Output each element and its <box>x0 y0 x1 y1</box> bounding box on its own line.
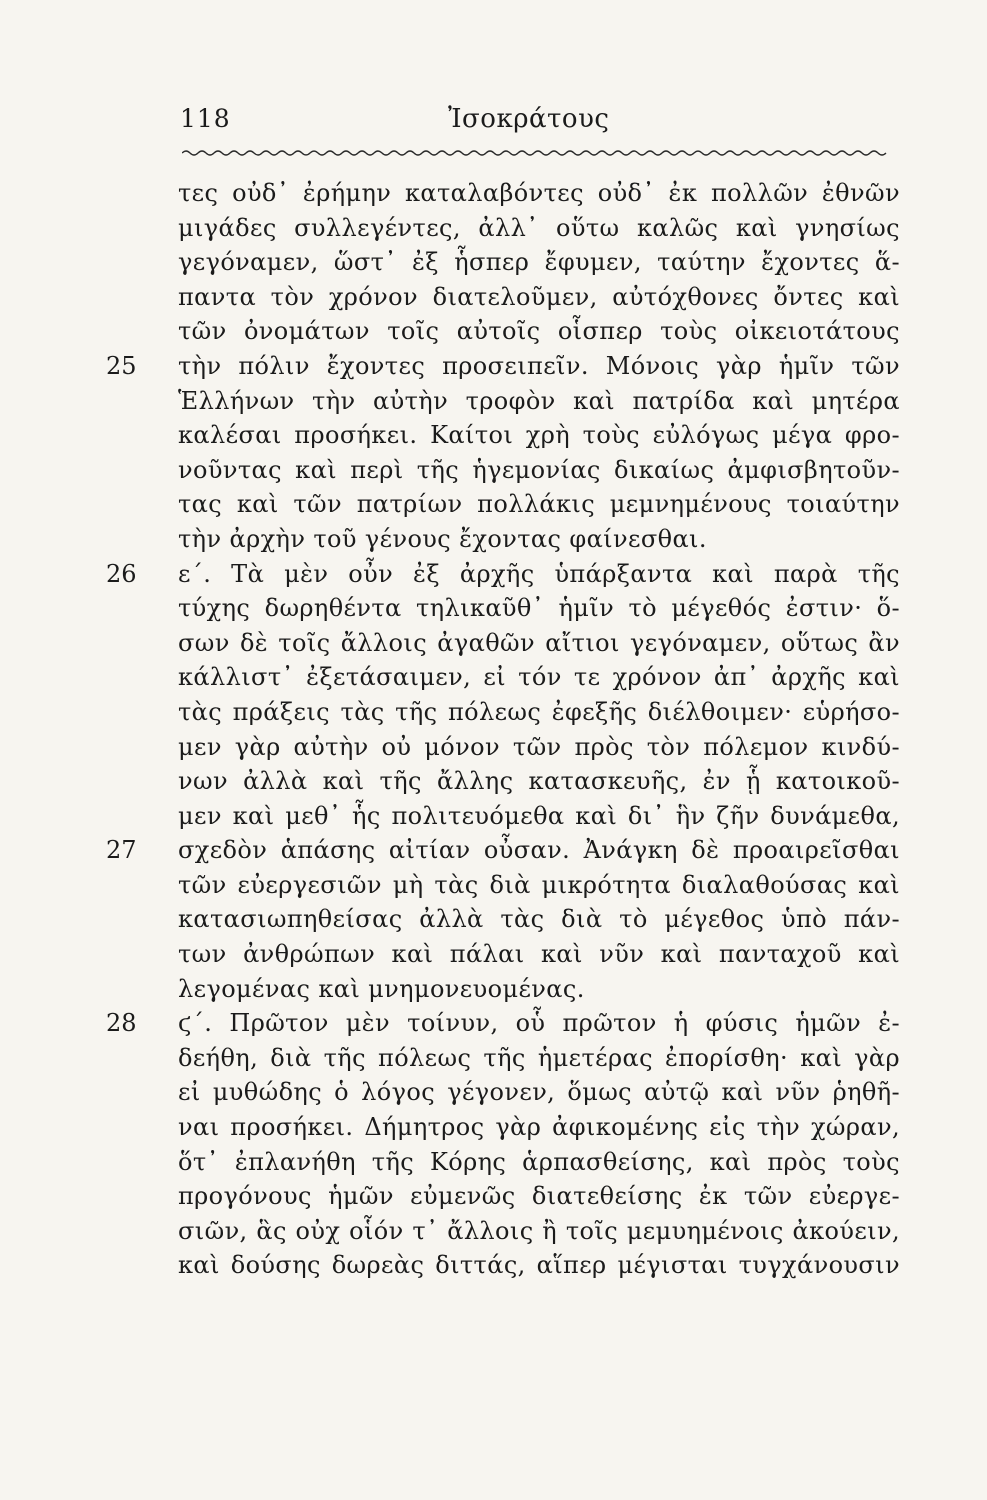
text-line <box>178 902 900 937</box>
text-line <box>178 487 900 522</box>
line-text: λεγομένας καὶ μνημονευομένας. <box>178 974 585 1003</box>
line-number: 27 <box>106 836 137 865</box>
text-line <box>178 522 900 557</box>
line-text: τες οὐδ᾽ ἐρήμην καταλαβόντες οὐδ᾽ ἐκ πολλῶν ἐθνῶν <box>178 179 900 207</box>
line-text: καὶ δούσης δωρεὰς διττάς, αἵπερ μέγισται τυγχάνουσιν <box>178 1251 900 1280</box>
text-line <box>106 1006 900 1041</box>
line-text: προγόνους ἡμῶν εὐμενῶς διατεθείσης ἐκ τῶν εὐεργε- <box>178 1182 900 1211</box>
text-line <box>178 453 900 488</box>
line-text: νων ἀλλὰ καὶ τῆς ἄλλης κατασκευῆς, ἐν ᾗ κατοικοῦ- <box>178 767 900 796</box>
line-number: 26 <box>106 559 137 588</box>
text-line <box>178 314 900 349</box>
text-line <box>178 245 900 280</box>
text-line <box>106 557 900 592</box>
text-line <box>178 1145 900 1180</box>
text-line <box>178 1248 900 1283</box>
line-text: γεγόναμεν, ὥστ᾽ ἐξ ἧσπερ ἔφυμεν, ταύτην ἔχοντες ἅ- <box>178 248 900 277</box>
line-text: παντα τὸν χρόνον διατελοῦμεν, αὐτόχθονες ὄντες καὶ <box>178 282 900 311</box>
line-text: ὅτ᾽ ἐπλανήθη τῆς Κόρης ἁρπασθείσης, καὶ πρὸς τοὺς <box>178 1147 900 1176</box>
text-line <box>178 972 900 1007</box>
page-number: 118 <box>180 104 231 133</box>
body-text <box>106 176 900 1283</box>
line-text: τῶν ὀνομάτων τοῖς αὐτοῖς οἷσπερ τοὺς οἰκειοτάτους <box>178 317 900 346</box>
text-line <box>178 764 900 799</box>
text-line <box>178 660 900 695</box>
line-text: μεν καὶ μεθ᾽ ἧς πολιτευόμεθα καὶ δι᾽ ἣν ζῆν δυνάμεθα, <box>178 801 900 830</box>
line-number: 25 <box>106 351 137 380</box>
line-text: δεήθη, διὰ τῆς πόλεως τῆς ἡμετέρας ἐπορίσθη· καὶ γὰρ <box>178 1043 900 1072</box>
text-line <box>178 1179 900 1214</box>
line-text: σχεδὸν ἁπάσης αἰτίαν οὖσαν. Ἀνάγκη δὲ προαιρεῖσθαι <box>178 836 900 865</box>
text-line <box>106 833 900 868</box>
text-line <box>178 280 900 315</box>
line-text: μεν γὰρ αὐτὴν οὐ μόνον τῶν πρὸς τὸν πόλεμον κινδύ- <box>178 732 900 761</box>
line-text: εἰ μυθώδης ὁ λόγος γέγονεν, ὅμως αὐτῷ καὶ νῦν ῥηθῆ- <box>178 1078 900 1107</box>
text-line <box>178 695 900 730</box>
line-text: των ἀνθρώπων καὶ πάλαι καὶ νῦν καὶ πανταχοῦ καὶ <box>178 940 900 969</box>
header-rule <box>182 148 888 158</box>
text-line <box>178 937 900 972</box>
line-text: τὰς πράξεις τὰς τῆς πόλεως ἐφεξῆς διέλθοιμεν· εὑρήσο- <box>178 697 900 726</box>
text-line <box>178 868 900 903</box>
text-line <box>178 1214 900 1249</box>
text-line <box>178 418 900 453</box>
line-text: νοῦντας καὶ περὶ τῆς ἡγεμονίας δικαίως ἀμφισβητοῦν- <box>178 455 900 484</box>
line-text: τὴν πόλιν ἔχοντες προσειπεῖν. Μόνοις γὰρ ἡμῖν τῶν <box>178 351 900 380</box>
text-line <box>178 799 900 834</box>
text-line <box>106 349 900 384</box>
line-text: κάλλιστ᾽ ἐξετάσαιμεν, εἰ τόν τε χρόνον ἀπ᾽ ἀρχῆς καὶ <box>178 663 900 692</box>
line-text: ε΄. Τὰ μὲν οὖν ἐξ ἀρχῆς ὑπάρξαντα καὶ παρὰ τῆς <box>178 559 900 588</box>
line-text: σων δὲ τοῖς ἄλλοις ἀγαθῶν αἴτιοι γεγόναμεν, οὕτως ἂν <box>178 628 900 657</box>
text-line <box>178 626 900 661</box>
line-text: τας καὶ τῶν πατρίων πολλάκις μεμνημένους τοιαύτην <box>178 490 900 519</box>
text-line <box>178 211 900 246</box>
line-text: σιῶν, ἃς οὐχ οἷόν τ᾽ ἄλλοις ἢ τοῖς μεμυημένοις ἀκούειν, <box>178 1216 900 1245</box>
text-line <box>178 1041 900 1076</box>
running-title: Ἰσοκράτους <box>448 104 610 134</box>
line-text: ϛ΄. Πρῶτον μὲν τοίνυν, οὗ πρῶτον ἡ φύσις ἡμῶν ἐ- <box>178 1009 900 1038</box>
line-text: τὴν ἀρχὴν τοῦ γένους ἔχοντας φαίνεσθαι. <box>178 524 707 553</box>
text-line <box>178 176 900 211</box>
line-text: τῶν εὐεργεσιῶν μὴ τὰς διὰ μικρότητα διαλαθούσας καὶ <box>178 870 900 899</box>
line-text: Ἑλλήνων τὴν αὐτὴν τροφὸν καὶ πατρίδα καὶ μητέρα <box>178 386 900 415</box>
line-text: καλέσαι προσήκει. Καίτοι χρὴ τοὺς εὐλόγως μέγα φρο- <box>178 421 900 450</box>
line-text: τύχης δωρηθέντα τηλικαῦθ᾽ ἡμῖν τὸ μέγεθός ἐστιν· ὅ- <box>178 594 900 623</box>
line-text: κατασιωπηθείσας ἀλλὰ τὰς διὰ τὸ μέγεθος ὑπὸ πάν- <box>178 905 900 934</box>
page-header <box>180 104 890 148</box>
text-line <box>178 591 900 626</box>
text-line <box>178 1075 900 1110</box>
text-line <box>178 730 900 765</box>
line-text: μιγάδες συλλεγέντες, ἀλλ᾽ οὕτω καλῶς καὶ γνησίως <box>178 213 900 242</box>
line-number: 28 <box>106 1009 137 1038</box>
text-line <box>178 1110 900 1145</box>
text-line <box>178 384 900 419</box>
line-text: ναι προσήκει. Δήμητρος γὰρ ἀφικομένης εἰς τὴν χώραν, <box>178 1113 900 1142</box>
